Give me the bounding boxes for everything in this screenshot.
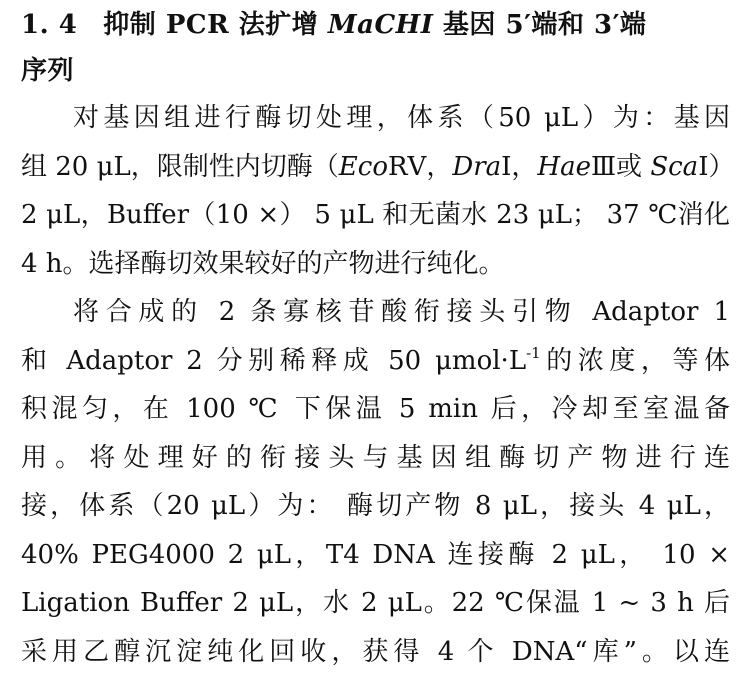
section-title-part2: 基因 5′端和 3′端 xyxy=(433,10,646,40)
gene-name-italic: MaCHI xyxy=(328,10,434,40)
paragraph1-line2 xyxy=(21,143,730,192)
text-run: RⅤ， xyxy=(388,152,452,182)
paragraph1-line4: 4 h。选择酶切效果较好的产物进行纯化。 xyxy=(21,240,730,289)
paragraph2-line4: 用。将处理好的衔接头与基因组酶切产物进行连 xyxy=(21,434,730,483)
paragraph-ligation xyxy=(21,288,730,676)
superscript: -1 xyxy=(526,344,541,362)
section-number: 1. 4 xyxy=(21,10,77,40)
paragraph2-line7: Ligation Buffer 2 μL，水 2 μL。22 ℃保温 1 ~ 3 h 后 xyxy=(21,579,730,628)
enzyme-ecorv-prefix: Eco xyxy=(339,152,388,182)
paragraph2-line5: 接，体系（20 μL）为： 酶切产物 8 μL，接头 4 μL， xyxy=(21,482,730,531)
section-title-part1: 抑制 PCR 法扩增 xyxy=(103,10,328,40)
paragraph-digestion xyxy=(21,94,730,288)
paragraph2-line2 xyxy=(21,337,730,386)
section-heading xyxy=(21,0,730,48)
paragraph2-line1: 将合成的 2 条寡核苷酸衔接头引物 Adaptor 1 xyxy=(21,288,730,337)
enzyme-haeiii-prefix: Hae xyxy=(537,152,591,182)
text-run: Ⅰ） xyxy=(698,152,734,182)
paragraph2-line3: 积混匀，在 100 ℃ 下保温 5 min 后，冷却至室温备 xyxy=(21,385,730,434)
paragraph1-line3: 2 μL，Buffer（10 ×） 5 μL 和无菌水 23 μL； 37 ℃消化 xyxy=(21,191,730,240)
text-run: 的浓度，等体 xyxy=(541,346,730,376)
text-run: Ⅲ或 xyxy=(591,152,650,182)
paragraph2-line8: 采用乙醇沉淀纯化回收，获得 4 个 DNA“库”。以连 xyxy=(21,628,730,676)
paragraph1-line1: 对基因组进行酶切处理，体系（50 μL）为：基因 xyxy=(21,94,730,143)
text-run: 组 20 μL，限制性内切酶（ xyxy=(21,152,339,182)
text-run: 和 Adaptor 2 分别稀释成 50 μmol·L xyxy=(21,346,526,376)
paragraph2-line6: 40% PEG4000 2 μL，T4 DNA 连接酶 2 μL， 10 × xyxy=(21,531,730,580)
enzyme-scai-prefix: Sca xyxy=(650,152,698,182)
enzyme-drai-prefix: Dra xyxy=(452,152,501,182)
section-heading-line2: 序列 xyxy=(21,48,730,94)
text-run: Ⅰ， xyxy=(501,152,537,182)
